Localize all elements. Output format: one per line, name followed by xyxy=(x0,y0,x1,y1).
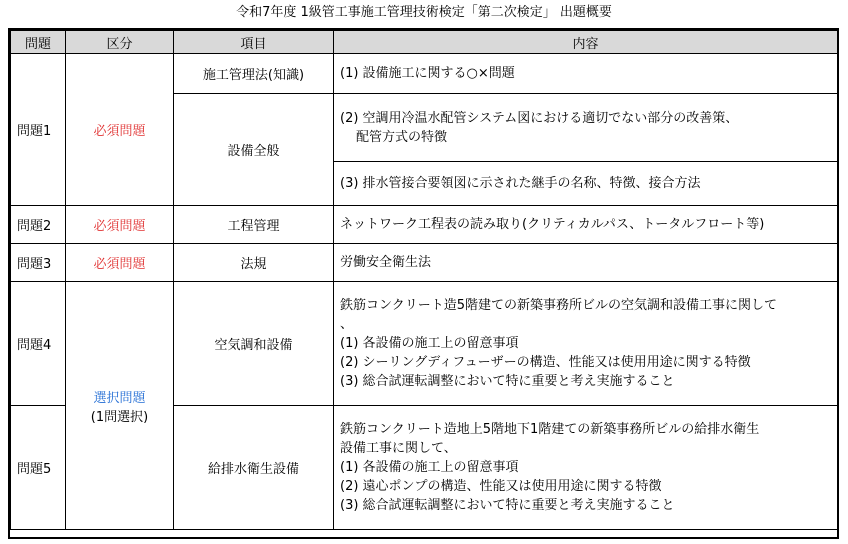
question-label: 問題5 xyxy=(11,406,66,530)
item-cell: 法規 xyxy=(174,244,334,282)
content-line: 鉄筋コンクリート造地上5階地下1階建ての新築事務所ビルの給排水衛生 xyxy=(340,422,760,437)
exam-summary-table xyxy=(10,30,838,530)
content-line: 、 xyxy=(340,317,354,332)
content-line: (1) 各設備の施工上の留意事項 xyxy=(340,336,519,351)
required-badge: 必須問題 xyxy=(66,54,174,206)
item-cell: 空気調和設備 xyxy=(174,282,334,406)
question-label: 問題3 xyxy=(11,244,66,282)
header-question: 問題 xyxy=(11,31,66,54)
header-item: 項目 xyxy=(174,31,334,54)
selective-badge: 選択問題 xyxy=(93,390,146,406)
required-badge: 必須問題 xyxy=(66,244,174,282)
content-cell xyxy=(334,94,838,162)
content-line: 配管方式の特徴 xyxy=(356,129,448,145)
item-cell: 工程管理 xyxy=(174,206,334,244)
content-line: (3) 総合試運転調整において特に重要と考え実施すること xyxy=(340,374,675,389)
content-line: 鉄筋コンクリート造5階建ての新築事務所ビルの空気調和設備工事に関して xyxy=(340,298,778,313)
content-cell xyxy=(334,282,838,406)
content-line: (3) 総合試運転調整において特に重要と考え実施すること xyxy=(340,498,675,513)
content-line: (2) 空調用冷温水配管システム図における適切でない部分の改善策、 xyxy=(340,110,739,126)
content-cell: 労働安全衛生法 xyxy=(334,244,838,282)
header-content: 内容 xyxy=(334,31,838,54)
table-row xyxy=(11,244,838,282)
selective-note: (1問選択) xyxy=(90,409,149,425)
question-label: 問題4 xyxy=(11,282,66,406)
header-kubun: 区分 xyxy=(66,31,174,54)
content-cell: (1) 設備施工に関する○×問題 xyxy=(334,54,838,94)
table-row xyxy=(11,54,838,94)
content-line: (1) 各設備の施工上の留意事項 xyxy=(340,460,519,475)
table-row xyxy=(11,282,838,406)
content-line: (2) シーリングディフューザーの構造、性能又は使用用途に関する特徴 xyxy=(340,355,751,370)
required-badge: 必須問題 xyxy=(66,206,174,244)
content-cell: ネットワーク工程表の読み取り(クリティカルパス、トータルフロート等) xyxy=(334,206,838,244)
header-row xyxy=(11,31,838,54)
content-line: 設備工事に関して、 xyxy=(340,441,457,456)
page-title: 令和7年度 1級管工事施工管理技術検定「第二次検定」 出題概要 xyxy=(236,5,612,20)
content-line: (2) 遠心ポンプの構造、性能又は使用用途に関する特徴 xyxy=(340,479,662,494)
content-cell xyxy=(334,406,838,530)
content-cell: (3) 排水管接合要領図に示された継手の名称、特徴、接合方法 xyxy=(334,162,838,206)
table-row xyxy=(11,206,838,244)
item-cell: 施工管理法(知識) xyxy=(174,54,334,94)
question-label: 問題2 xyxy=(11,206,66,244)
item-cell: 給排水衛生設備 xyxy=(174,406,334,530)
question-label: 問題1 xyxy=(11,54,66,206)
item-cell: 設備全般 xyxy=(174,94,334,206)
selective-cell xyxy=(66,282,174,530)
